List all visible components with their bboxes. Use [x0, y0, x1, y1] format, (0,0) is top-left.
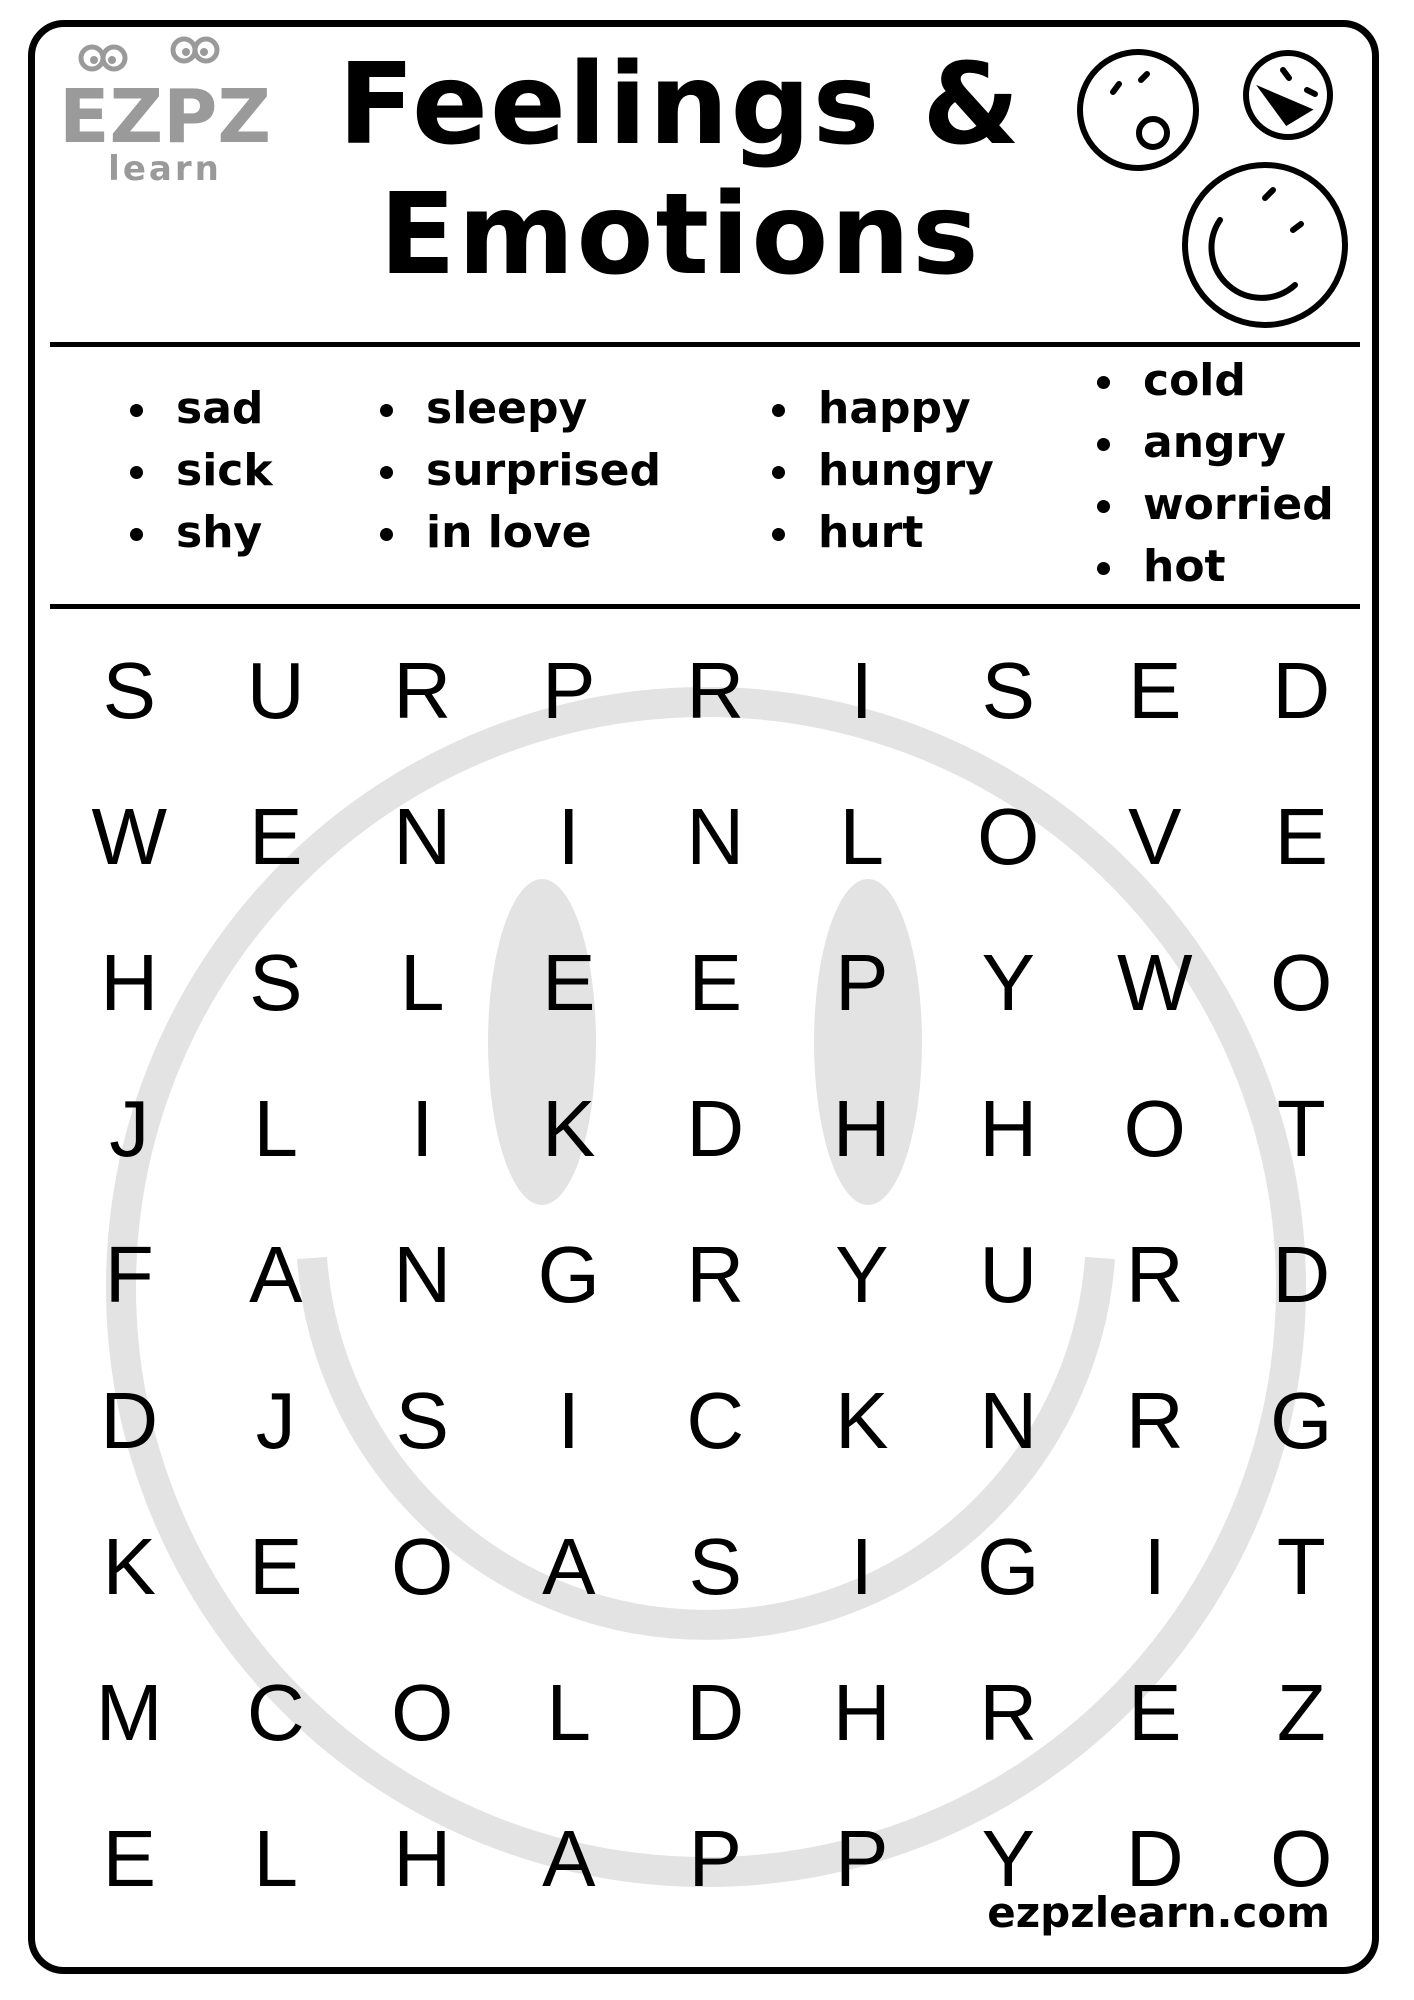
grid-letter[interactable]: N: [393, 792, 452, 881]
grid-letter[interactable]: O: [1123, 1084, 1186, 1173]
grid-letter[interactable]: Z: [1276, 1668, 1326, 1757]
grid-letter[interactable]: I: [1143, 1522, 1166, 1611]
grid-letter[interactable]: G: [977, 1522, 1040, 1611]
grid-letter[interactable]: D: [1272, 1230, 1331, 1319]
grid-letter[interactable]: V: [1128, 792, 1182, 881]
grid-letter[interactable]: K: [542, 1084, 596, 1173]
word-bank-item: hurt: [772, 502, 994, 564]
grid-letter[interactable]: E: [1128, 646, 1182, 735]
word-bank-item: worried: [1097, 474, 1334, 536]
grid-letter[interactable]: I: [557, 792, 580, 881]
grid-letter[interactable]: R: [686, 1230, 745, 1319]
grid-letter[interactable]: L: [253, 1814, 298, 1903]
word-bank-item: angry: [1097, 412, 1334, 474]
title-line-1: Feelings &: [338, 40, 1022, 170]
word-bank-item: shy: [130, 502, 273, 564]
grid-letter[interactable]: O: [1270, 1814, 1333, 1903]
grid-letter[interactable]: N: [686, 792, 745, 881]
grid-letter[interactable]: Y: [981, 938, 1035, 1027]
grid-letter[interactable]: O: [391, 1668, 454, 1757]
grid-letter[interactable]: F: [104, 1230, 154, 1319]
grid-letter[interactable]: E: [102, 1814, 156, 1903]
grid-letter[interactable]: J: [109, 1084, 150, 1173]
grid-letter[interactable]: Y: [981, 1814, 1035, 1903]
grid-letter[interactable]: D: [100, 1376, 159, 1465]
grid-letter[interactable]: K: [102, 1522, 156, 1611]
grid-letter[interactable]: U: [246, 646, 305, 735]
grid-letter[interactable]: L: [546, 1668, 591, 1757]
title-line-2: Emotions: [379, 170, 981, 300]
grid-letter[interactable]: C: [246, 1668, 305, 1757]
svg-text:learn: learn: [108, 149, 222, 189]
grid-letter[interactable]: R: [1125, 1230, 1184, 1319]
grid-letter[interactable]: I: [557, 1376, 580, 1465]
grid-letter[interactable]: I: [850, 1522, 873, 1611]
grid-letter[interactable]: S: [688, 1522, 742, 1611]
grid-letter[interactable]: P: [542, 646, 596, 735]
svg-text:EZPZ: EZPZ: [58, 74, 272, 160]
grid-letter[interactable]: L: [400, 938, 445, 1027]
grid-letter[interactable]: I: [850, 646, 873, 735]
grid-letter[interactable]: D: [1272, 646, 1331, 735]
website-footer: ezpzlearn.com: [987, 1888, 1330, 1937]
grid-letter[interactable]: H: [393, 1814, 452, 1903]
grid-letter[interactable]: O: [1270, 938, 1333, 1027]
grid-letter[interactable]: J: [255, 1376, 296, 1465]
grid-letter[interactable]: E: [249, 792, 303, 881]
grid-letter[interactable]: O: [977, 792, 1040, 881]
grid-letter[interactable]: A: [249, 1230, 303, 1319]
word-bank-item: cold: [1097, 350, 1334, 412]
grid-letter[interactable]: P: [688, 1814, 742, 1903]
grid-letter[interactable]: G: [537, 1230, 600, 1319]
grid-letter[interactable]: L: [253, 1084, 298, 1173]
grid-letter[interactable]: T: [1276, 1522, 1326, 1611]
grid-letter[interactable]: E: [1274, 792, 1328, 881]
grid-letter[interactable]: U: [979, 1230, 1038, 1319]
grid-letter[interactable]: E: [1128, 1668, 1182, 1757]
word-bank-item: sad: [130, 378, 273, 440]
grid-letter[interactable]: H: [100, 938, 159, 1027]
grid-letter[interactable]: H: [832, 1668, 891, 1757]
word-bank-item: surprised: [380, 440, 661, 502]
grid-letter[interactable]: L: [839, 792, 884, 881]
grid-letter[interactable]: M: [95, 1668, 163, 1757]
word-bank-item: sleepy: [380, 378, 661, 440]
grid-letter[interactable]: C: [686, 1376, 745, 1465]
word-bank-item: hot: [1097, 536, 1334, 598]
grid-letter[interactable]: R: [393, 646, 452, 735]
word-bank-item: sick: [130, 440, 273, 502]
grid-letter[interactable]: W: [1116, 938, 1193, 1027]
grid-letter[interactable]: S: [981, 646, 1035, 735]
grid-letter[interactable]: R: [686, 646, 745, 735]
grid-letter[interactable]: E: [688, 938, 742, 1027]
grid-letter[interactable]: R: [1125, 1376, 1184, 1465]
grid-letter[interactable]: H: [832, 1084, 891, 1173]
grid-letter[interactable]: G: [1270, 1376, 1333, 1465]
grid-letter[interactable]: A: [542, 1522, 596, 1611]
grid-letter[interactable]: E: [542, 938, 596, 1027]
grid-letter[interactable]: D: [1125, 1814, 1184, 1903]
grid-letter[interactable]: Y: [835, 1230, 889, 1319]
grid-letter[interactable]: T: [1276, 1084, 1326, 1173]
grid-letter[interactable]: P: [835, 938, 889, 1027]
grid-letter[interactable]: S: [249, 938, 303, 1027]
word-bank-item: hungry: [772, 440, 994, 502]
grid-letter[interactable]: N: [979, 1376, 1038, 1465]
grid-letter[interactable]: D: [686, 1668, 745, 1757]
grid-letter[interactable]: O: [391, 1522, 454, 1611]
grid-letter[interactable]: N: [393, 1230, 452, 1319]
word-bank-item: in love: [380, 502, 661, 564]
grid-letter[interactable]: D: [686, 1084, 745, 1173]
grid-letter[interactable]: S: [395, 1376, 449, 1465]
word-bank-item: happy: [772, 378, 994, 440]
grid-letter[interactable]: W: [91, 792, 167, 881]
grid-letter[interactable]: S: [102, 646, 156, 735]
word-search-grid: [56, 618, 1380, 1948]
grid-letter[interactable]: E: [249, 1522, 303, 1611]
grid-letter[interactable]: R: [979, 1668, 1038, 1757]
grid-letter[interactable]: A: [542, 1814, 596, 1903]
grid-letter[interactable]: P: [835, 1814, 889, 1903]
grid-letter[interactable]: I: [411, 1084, 434, 1173]
grid-letter[interactable]: H: [979, 1084, 1038, 1173]
grid-letter[interactable]: K: [835, 1376, 889, 1465]
